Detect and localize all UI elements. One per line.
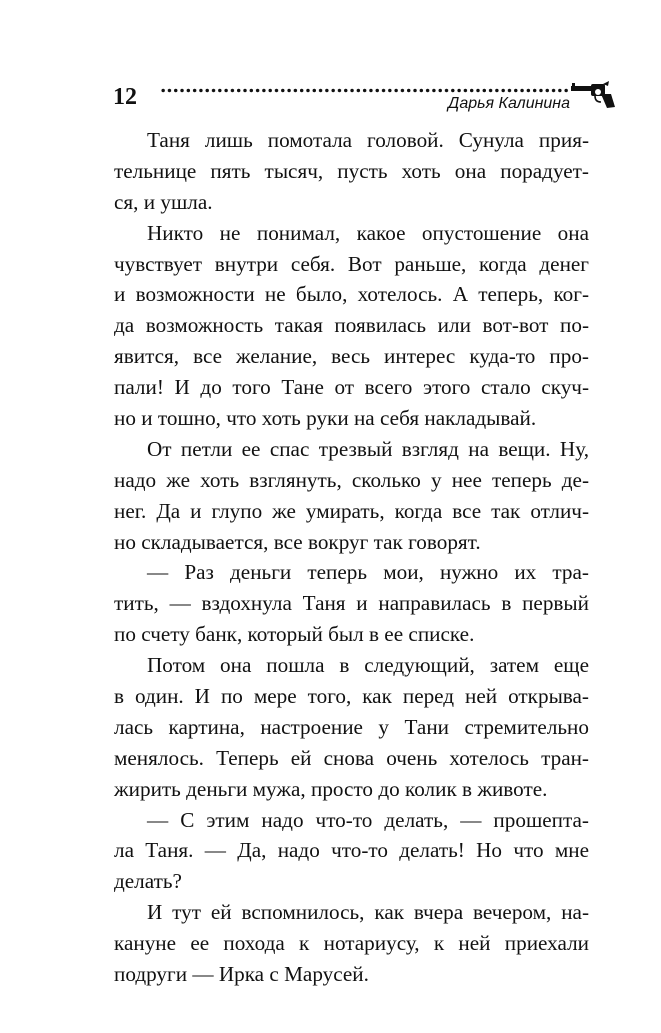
dotted-rule [160, 88, 568, 93]
body-text [114, 125, 589, 990]
text-line: — Раз деньги теперь мои, нужно их тра- [147, 560, 589, 585]
text-line: делать? [114, 869, 182, 894]
text-line: пали! И до того Тане от всего этого стало скуч- [114, 375, 589, 400]
text-line: жирить деньги мужа, просто до колик в животе. [114, 776, 548, 801]
text-line: И тут ей вспомнилось, как вчера вечером, на- [147, 900, 589, 925]
page-number: 12 [113, 84, 137, 110]
author-name: Дарья Калинина [448, 95, 570, 112]
text-line: надо же хоть взглянуть, сколько у нее теперь де- [114, 467, 589, 492]
text-line: менялось. Теперь ей снова очень хотелось тран- [114, 745, 589, 770]
text-line: нег. Да и глупо же умирать, когда все так отлич- [114, 498, 589, 523]
running-header [113, 80, 613, 120]
paragraph-6 [114, 805, 589, 898]
text-line: и возможности не было, хотелось. А теперь, ког- [114, 282, 589, 307]
paragraph-1 [114, 125, 589, 218]
text-line: ся, и ушла. [114, 189, 213, 214]
text-line: тить, — вздохнула Таня и направилась в первый [114, 591, 589, 616]
text-line: но и тошно, что хоть руки на себя накладывай. [114, 406, 537, 431]
text-line: лась картина, настроение у Тани стремительно [114, 714, 589, 739]
text-line: кануне ее похода к нотариусу, к ней приехали [114, 931, 589, 956]
paragraph-5 [114, 650, 589, 804]
paragraph-7 [114, 897, 589, 990]
text-line: От петли ее спас трезвый взгляд на вещи. Ну, [147, 436, 589, 461]
text-line: но складывается, все вокруг так говорят. [114, 529, 481, 554]
text-line: явится, все желание, весь интерес куда-то про- [114, 344, 589, 369]
text-line: — С этим надо что-то делать, — прошепта- [147, 807, 589, 832]
text-line: чувствует внутри себя. Вот раньше, когда денег [114, 251, 589, 276]
text-line: Таня лишь помотала головой. Сунула прия- [147, 128, 589, 152]
text-line: да возможность такая появилась или вот-вот по- [114, 313, 589, 338]
text-line: в один. И по мере того, как перед ней открыва- [114, 684, 589, 709]
text-line: подруги — Ирка с Марусей. [114, 962, 369, 987]
revolver-icon [571, 80, 615, 110]
text-line: тельнице пять тысяч, пусть хоть она порадует- [114, 158, 589, 183]
text-line: Никто не понимал, какое опустошение она [147, 220, 589, 245]
text-line: ла Таня. — Да, надо что-то делать! Но что мне [114, 838, 589, 863]
paragraph-3 [114, 434, 589, 558]
paragraph-2 [114, 218, 589, 434]
paragraph-4 [114, 557, 589, 650]
text-line: Потом она пошла в следующий, затем еще [147, 653, 589, 678]
text-line: по счету банк, который был в ее списке. [114, 622, 475, 647]
